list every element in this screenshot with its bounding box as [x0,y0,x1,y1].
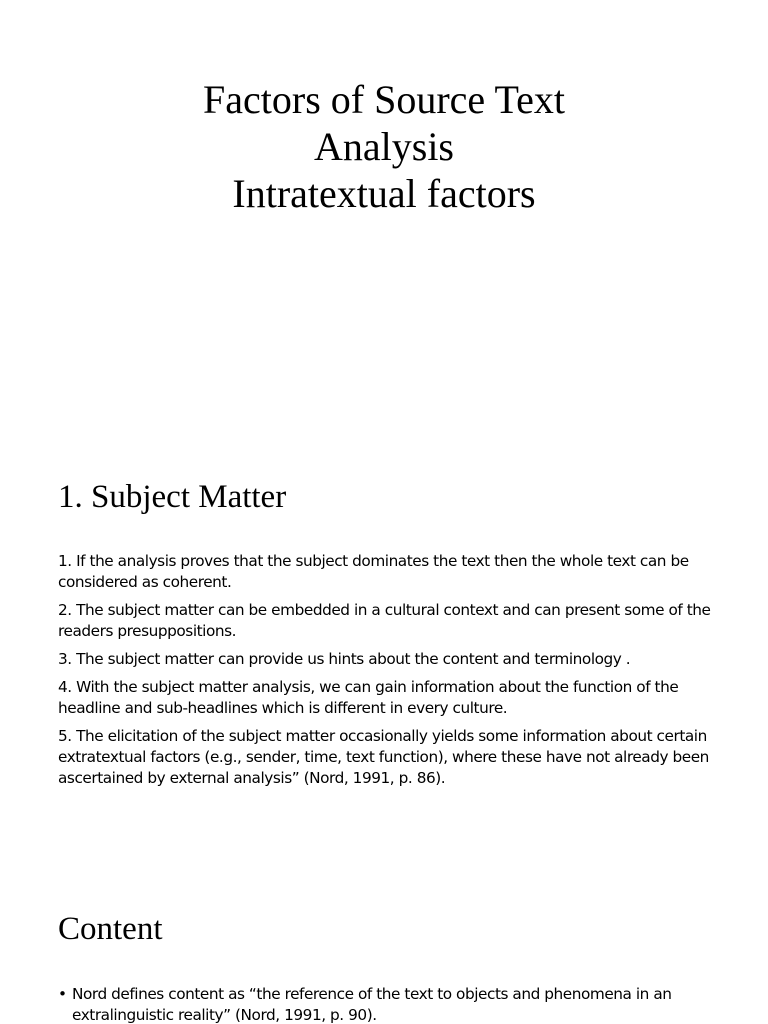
title-slide [0,76,768,217]
bullet-icon: • [58,985,67,1003]
content-list [58,984,718,1024]
subject-matter-item-4: 4. With the subject matter analysis, we can gain information about the function of the headline and sub-headlines which is different in every culture. [58,678,679,717]
subject-matter-item-5: 5. The elicitation of the subject matter occasionally yields some information about certain extratextual factors (e.g., sender, time, text function), where these have not already been ascertained by external analysis” (Nord, 1991, p. 86). [58,727,709,787]
title-line-1: Factors of Source Text [203,77,565,122]
subject-matter-heading: 1. Subject Matter [58,479,287,515]
content-item-text: Nord defines content as “the reference of the text to objects and phenomena in an extralinguistic reality” (Nord, 1991, p. 90). [72,985,672,1024]
title-line-3: Intratextual factors [232,171,536,216]
content-heading: Content [58,911,163,947]
subject-matter-list [58,551,718,796]
content-item [58,984,718,1024]
subject-matter-item-3: 3. The subject matter can provide us hints about the content and terminology . [58,650,631,668]
subject-matter-item-1: 1. If the analysis proves that the subject dominates the text then the whole text can be considered as coherent. [58,552,689,591]
subject-matter-item-2: 2. The subject matter can be embedded in a cultural context and can present some of the readers presuppositions. [58,601,711,640]
title-line-2: Analysis [314,124,454,169]
